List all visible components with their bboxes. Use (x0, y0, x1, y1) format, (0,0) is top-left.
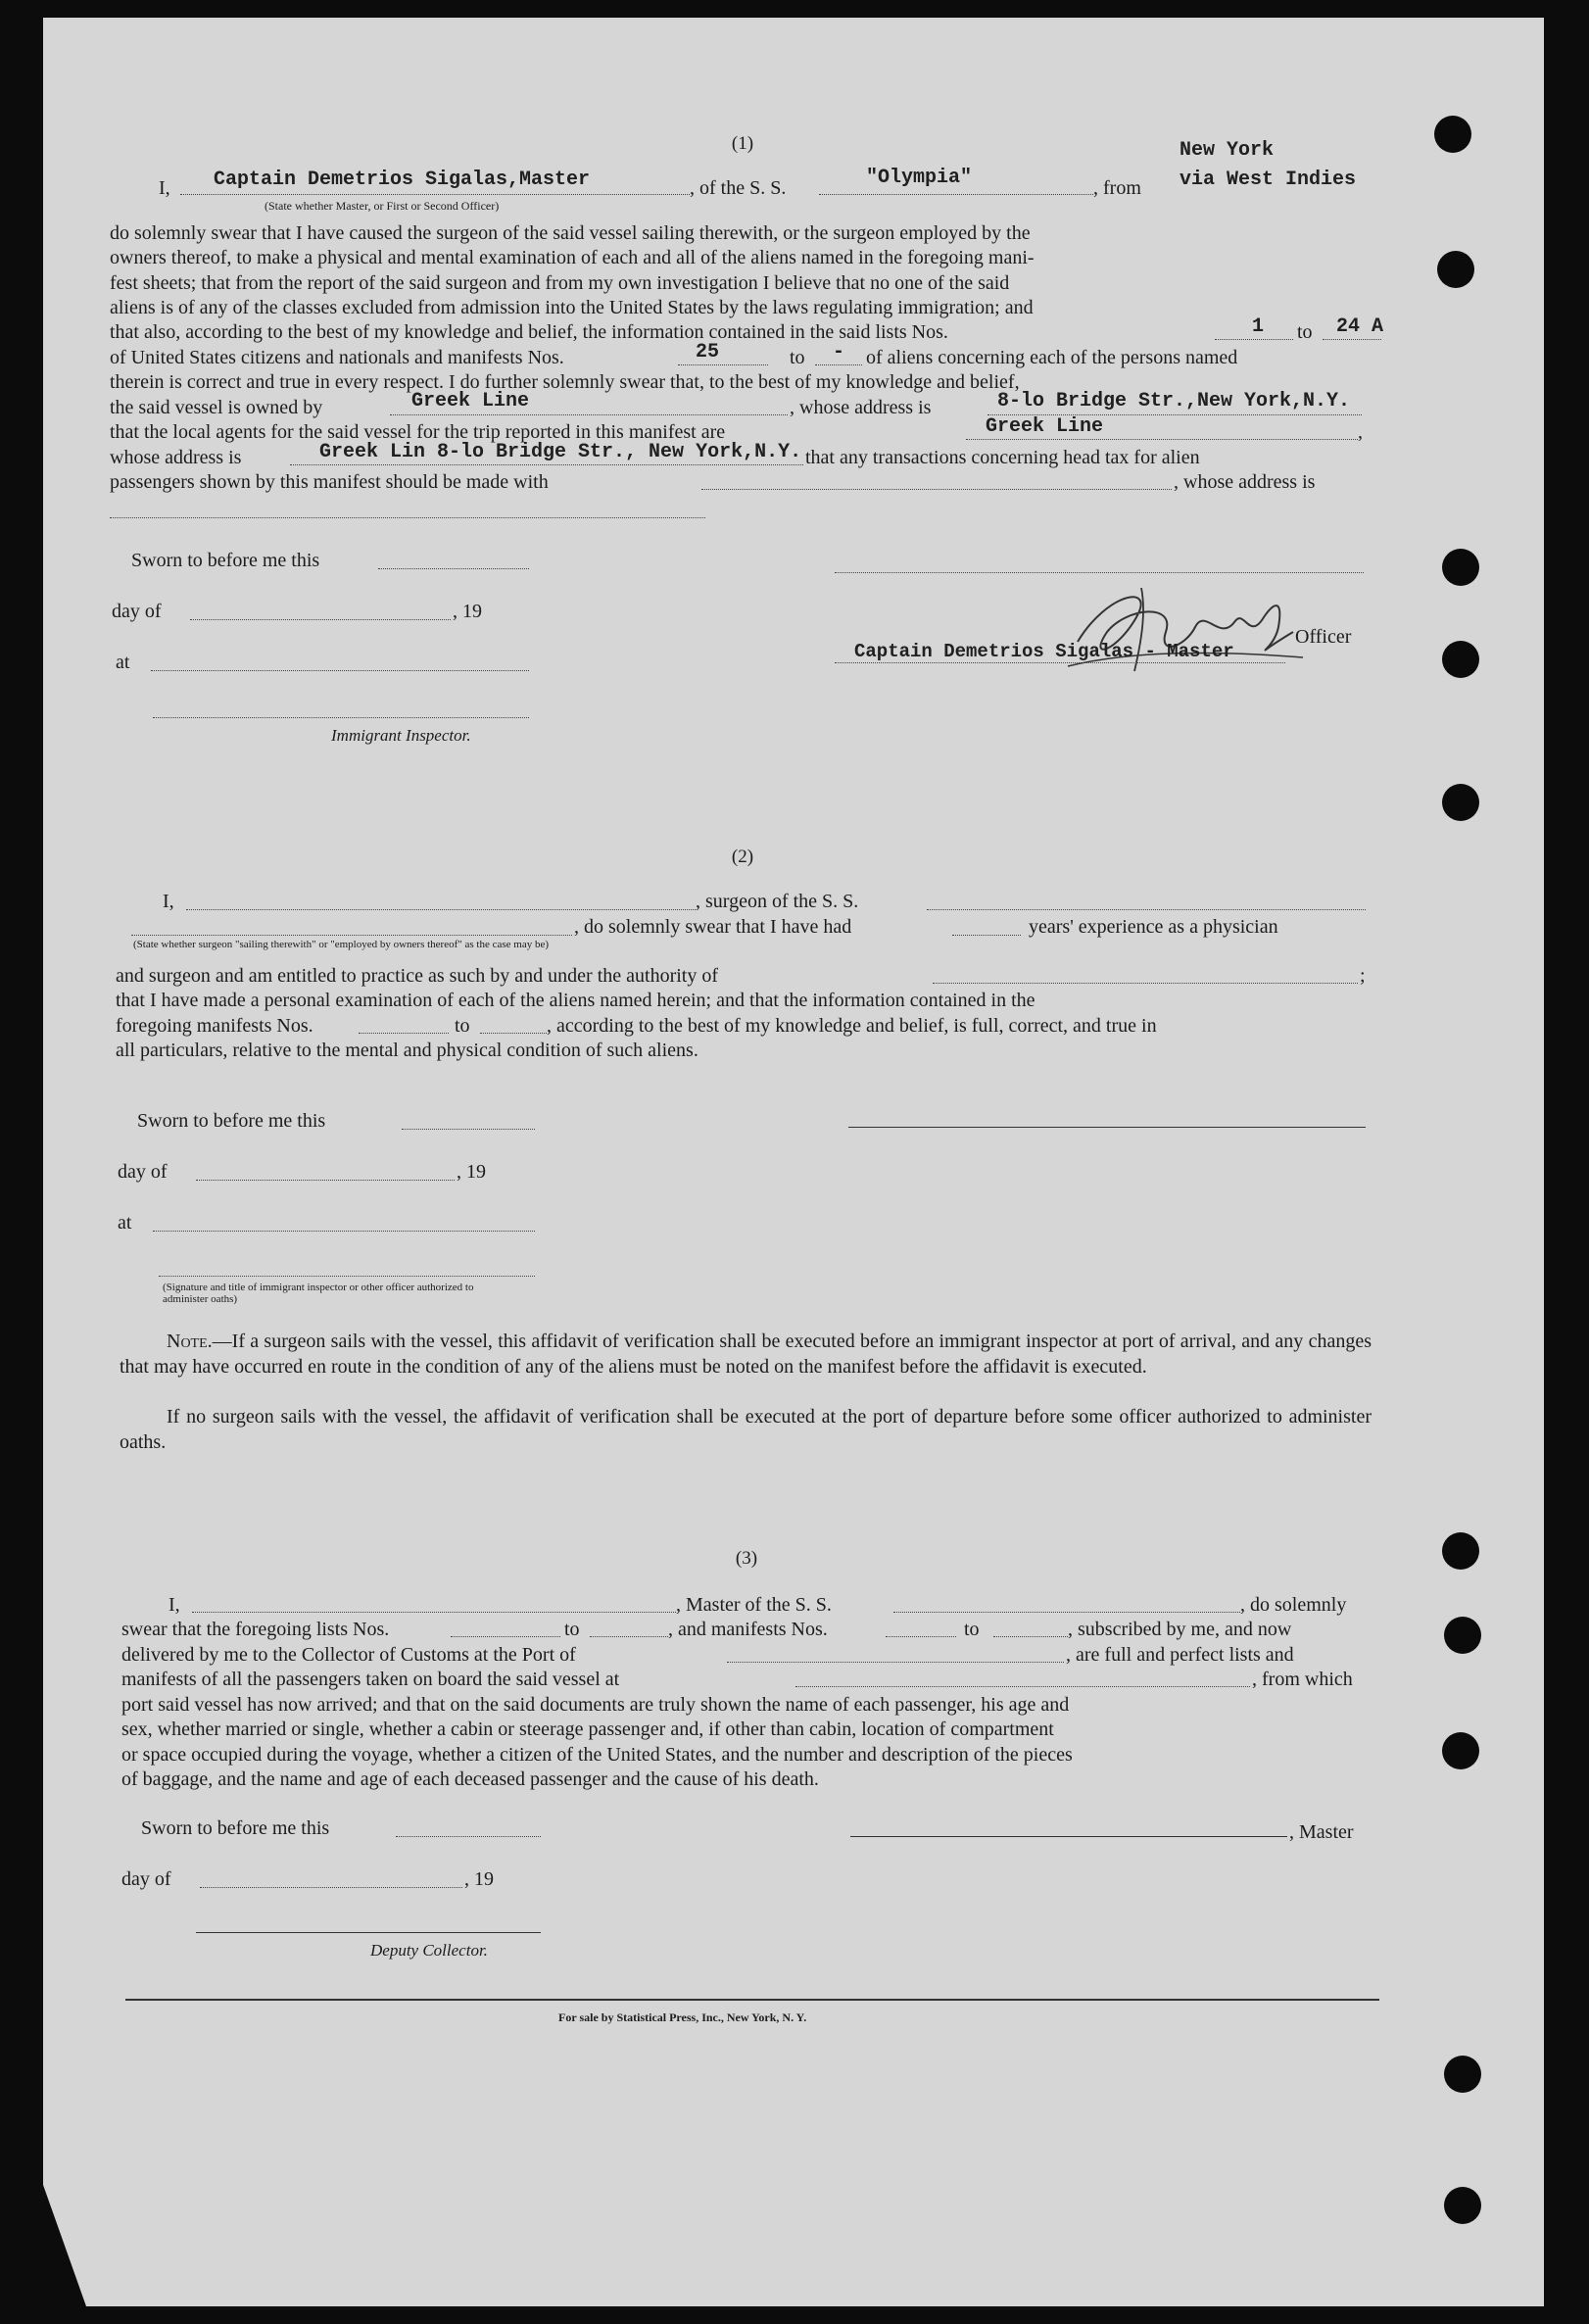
agents-comma: , (1358, 421, 1363, 443)
day-of-1-line (190, 619, 451, 620)
s3-manifests: , and manifests Nos. (668, 1619, 828, 1640)
punch-hole (1434, 116, 1471, 153)
s3-lists-to-line (590, 1636, 668, 1637)
s3-full: , are full and perfect lists and (1066, 1644, 1294, 1666)
s2-swear-a: , do solemnly swear that I have had (574, 916, 852, 938)
manifests-from-value: 25 (696, 341, 720, 363)
vessel-line (819, 194, 1093, 195)
punch-hole (1442, 641, 1479, 678)
s3-i: I, (169, 1594, 180, 1616)
manifests-to-line (815, 364, 862, 365)
master-name-value: Captain Demetrios Sigalas,Master (214, 169, 591, 191)
at-1: at (116, 652, 130, 673)
s2-i: I, (163, 891, 174, 912)
note-paragraph-1 (120, 1330, 1372, 1380)
section-3-heading: (3) (735, 1548, 758, 1569)
whose-line-end: that any transactions concerning head tax for alien (805, 447, 1200, 468)
s3-solemnly: , do solemnly (1240, 1594, 1347, 1616)
correct-line: therein is correct and true in every respect. I do further solemnly swear that, to the best of my knowledge and belief, (110, 371, 1020, 393)
day-of-1: day of (112, 601, 162, 622)
day-of-2-line (196, 1180, 455, 1181)
punch-hole (1442, 1532, 1479, 1570)
punch-hole (1442, 1732, 1479, 1769)
s2-officer-sig-line (159, 1276, 535, 1277)
officer-sig-line (835, 662, 1285, 663)
s3-body-line-4: of baggage, and the name and age of each deceased passenger and the cause of his death. (121, 1768, 819, 1790)
agent-address-value: Greek Lin 8-lo Bridge Str., New York,N.Y. (319, 441, 802, 463)
state-note: (State whether Master, or First or Second Officer) (265, 199, 500, 213)
lists-to-value: 24 A (1336, 315, 1384, 338)
year-3: , 19 (464, 1868, 494, 1890)
manifests-line-end: of aliens concerning each of the persons named (866, 347, 1238, 368)
s3-to-2: to (964, 1619, 980, 1640)
s3-port-line (727, 1662, 1064, 1663)
agent-value: Greek Line (986, 415, 1104, 438)
sworn-1: Sworn to before me this (131, 550, 320, 571)
s2-foregoing-a: foregoing manifests Nos. (116, 1015, 313, 1037)
sworn-3-line (396, 1836, 541, 1837)
note-text: —If a surgeon sails with the vessel, this affidavit of verification shall be executed before an immigrant inspector at port of arrival, and any changes that may have occurred en route in the condition of any of the aliens must be noted on the manifest before the affidavit is executed. (120, 1331, 1372, 1378)
s3-master-name-line (192, 1612, 676, 1613)
s3-taken: manifests of all the passengers taken on board the said vessel at (121, 1669, 620, 1690)
s2-surgeon-name-line (186, 909, 696, 910)
s2-vessel-line (927, 909, 1366, 910)
day-of-3-line (200, 1887, 462, 1888)
port-value-top: New York (1180, 139, 1275, 162)
day-of-3: day of (121, 1868, 171, 1890)
label-i: I, (159, 177, 170, 199)
day-of-2: day of (118, 1161, 168, 1183)
s3-body-line-3: or space occupied during the voyage, whether a citizen of the United States, and the number and description of the pieces (121, 1744, 1073, 1766)
s2-semicolon: ; (1360, 965, 1366, 987)
lists-to-line (1323, 339, 1381, 340)
s3-delivered: delivered by me to the Collector of Customs at the Port of (121, 1644, 576, 1666)
s3-master-of: , Master of the S. S. (676, 1594, 832, 1616)
s3-manifests-to-line (993, 1636, 1068, 1637)
officer-label: Officer (1295, 626, 1352, 648)
s3-to-1: to (564, 1619, 580, 1640)
s2-particulars: all particulars, relative to the mental and physical condition of such aliens. (116, 1040, 698, 1061)
s2-foregoing-to: to (455, 1015, 470, 1037)
folded-corner (43, 2185, 86, 2306)
s2-years-line (952, 935, 1021, 936)
lists-line-text: that also, according to the best of my knowledge and belief, the information contained in the said lists Nos. (110, 321, 948, 343)
s3-swear-a: swear that the foregoing lists Nos. (121, 1619, 390, 1640)
head-tax-address-line (110, 517, 705, 518)
punch-hole (1444, 1617, 1481, 1654)
owned-line-mid: , whose address is (790, 397, 932, 418)
at-1-line (151, 670, 529, 671)
s2-swear-b: years' experience as a physician (1029, 916, 1278, 938)
s3-master-label: , Master (1289, 1821, 1354, 1843)
s3-lists-from-line (451, 1636, 560, 1637)
s2-sig-line (848, 1127, 1366, 1128)
whose-line-text: whose address is (110, 447, 242, 468)
body-line-2: owners thereof, to make a physical and mental examination of each and all of the aliens named in the foregoing mani- (110, 247, 1035, 268)
sworn-1-line (378, 568, 529, 569)
note-label: Note. (167, 1331, 213, 1352)
manifests-to-label: to (790, 347, 805, 368)
s2-examination: that I have made a personal examination of each of the aliens named herein; and that the information contained in the (116, 990, 1035, 1011)
manifests-line-text: of United States citizens and nationals and manifests Nos. (110, 347, 564, 368)
punch-hole (1444, 2056, 1481, 2093)
owner-line (390, 414, 788, 415)
s2-foregoing-b: , according to the best of my knowledge and belief, is full, correct, and true in (547, 1015, 1157, 1037)
signer-value: Captain Demetrios Sigalas - Master (854, 641, 1234, 662)
note-paragraph-2: If no surgeon sails with the vessel, the affidavit of verification shall be executed at the port of departure before some officer authorized to administer oaths. (120, 1406, 1372, 1453)
inspector-sig-line (153, 717, 529, 718)
label-from: , from (1093, 177, 1141, 199)
s3-manifests-from-line (886, 1636, 956, 1637)
sworn-2-line (402, 1129, 535, 1130)
s2-state-line (131, 935, 572, 936)
s3-subscribed: , subscribed by me, and now (1068, 1619, 1292, 1640)
year-1: , 19 (453, 601, 482, 622)
agents-line-text: that the local agents for the said vessel for the trip reported in this manifest are (110, 421, 726, 443)
s3-body-line-1: port said vessel has now arrived; and that on the said documents are truly shown the name of each passenger, his age and (121, 1694, 1070, 1716)
footer-printer: For sale by Statistical Press, Inc., New York, N. Y. (558, 2010, 807, 2024)
inspector-label: Immigrant Inspector. (331, 726, 471, 745)
agent-address-line (290, 464, 803, 465)
s2-from-line (359, 1033, 449, 1034)
head-tax-line (701, 489, 1172, 490)
footer-rule (125, 1999, 1379, 2001)
manifests-from-line (678, 364, 768, 365)
punch-hole (1442, 549, 1479, 586)
section-2-heading: (2) (731, 847, 754, 867)
s3-deputy-sig-line (196, 1932, 541, 1933)
sworn-2: Sworn to before me this (137, 1110, 326, 1132)
lists-to-label: to (1297, 321, 1313, 343)
master-signature (1048, 573, 1323, 681)
owned-line-text: the said vessel is owned by (110, 397, 323, 418)
lists-from-value: 1 (1252, 315, 1265, 338)
punch-hole (1444, 2187, 1481, 2224)
punch-hole (1437, 251, 1474, 288)
punch-hole (1442, 784, 1479, 821)
sworn-3: Sworn to before me this (141, 1817, 330, 1839)
at-2: at (118, 1212, 132, 1234)
passengers-line-text: passengers shown by this manifest should be made with (110, 471, 549, 493)
s2-authority-line (933, 983, 1358, 984)
s3-from-which: , from which (1252, 1669, 1353, 1690)
year-2: , 19 (457, 1161, 486, 1183)
body-line-1: do solemnly swear that I have caused the surgeon of the said vessel sailing therewith, or the surgeon employed by the (110, 222, 1031, 244)
lists-from-line (1215, 339, 1293, 340)
owner-value: Greek Line (411, 390, 530, 412)
vessel-value: "Olympia" (866, 167, 973, 189)
s2-state-note: (State whether surgeon "sailing therewith" or "employed by owners thereof" as the case may be) (133, 939, 550, 950)
s2-practice: and surgeon and am entitled to practice as such by and under the authority of (116, 965, 718, 987)
master-name-line (180, 194, 690, 195)
label-of-ss: , of the S. S. (690, 177, 787, 199)
port-value-bottom: via West Indies (1180, 169, 1357, 191)
s2-surgeon-of: , surgeon of the S. S. (696, 891, 859, 912)
s3-master-sig-line (850, 1836, 1287, 1837)
section-1-heading: (1) (731, 133, 754, 154)
s3-vessel-line (893, 1612, 1240, 1613)
body-line-4: aliens is of any of the classes excluded from admission into the United States by the laws regulating immigration; and (110, 297, 1034, 318)
s2-to-line (480, 1033, 547, 1034)
owner-address-value: 8-lo Bridge Str.,New York,N.Y. (997, 390, 1351, 412)
passengers-line-end: , whose address is (1174, 471, 1316, 493)
s3-body-line-2: sex, whether married or single, whether a cabin or steerage passenger and, if other than cabin, location of compartment (121, 1719, 1054, 1740)
body-line-3: fest sheets; that from the report of the said surgeon and from my own investigation I believe that no one of the said (110, 272, 1010, 294)
deputy-label: Deputy Collector. (370, 1941, 488, 1960)
s2-sig-note: (Signature and title of immigrant inspector or other officer authorized to administer oaths) (163, 1282, 474, 1305)
at-2-line (153, 1231, 535, 1232)
manifests-to-value: - (833, 341, 845, 363)
agent-line (966, 439, 1358, 440)
s3-taken-line (795, 1686, 1250, 1687)
